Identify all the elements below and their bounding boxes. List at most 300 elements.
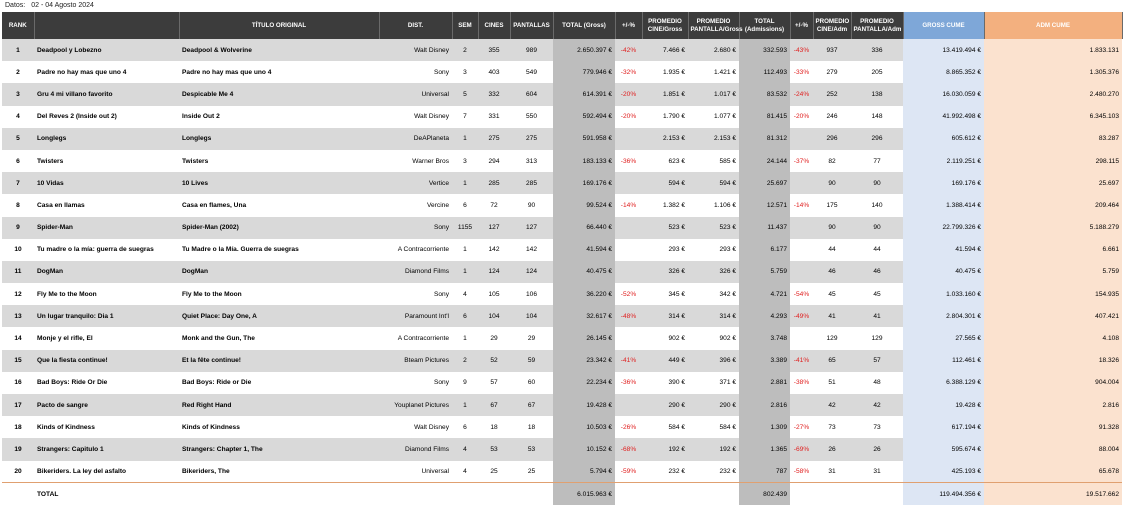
gross-change-cell: -20% [615,83,642,105]
adm-cume-cell: 83.287 [984,128,1122,150]
avg-cinema-gross-cell: 1.935 € [642,61,688,83]
cinemas-cell: 332 [478,83,510,105]
gross-cume-cell: 2.119.251 € [903,150,984,172]
cinemas-cell: 67 [478,394,510,416]
adm-cume-cell: 18.326 [984,350,1122,372]
total-empty [688,483,739,505]
box-office-table [2,12,1123,505]
col-prom-cine-adm: PROMEDIO CINE/Adm [813,12,851,39]
screens-cell: 18 [510,416,553,438]
avg-screen-gross-cell: 232 € [688,461,739,483]
avg-cinema-gross-cell: 623 € [642,150,688,172]
admissions-change-cell: -37% [790,150,813,172]
title-cell: Gru 4 mi villano favorito [34,83,179,105]
cinemas-cell: 29 [478,327,510,349]
total-empty [379,483,452,505]
screens-cell: 604 [510,83,553,105]
col-rank: RANK [2,12,34,39]
distributor-cell: Youplanet Pictures [379,394,452,416]
gross-cume-cell: 41.594 € [903,239,984,261]
total-empty [615,483,642,505]
avg-screen-adm-cell: 129 [851,327,903,349]
rank-cell: 8 [2,194,34,216]
adm-cume-cell: 154.935 [984,283,1122,305]
title-cell: Fly Me to the Moon [34,283,179,305]
distributor-cell: Sony [379,283,452,305]
weeks-cell: 4 [452,438,478,460]
cinemas-cell: 124 [478,261,510,283]
weeks-cell: 1155 [452,217,478,239]
title-cell: Twisters [34,150,179,172]
admissions-change-cell: -54% [790,283,813,305]
rank-cell: 7 [2,172,34,194]
title-cell: Spider-Man [34,217,179,239]
avg-screen-gross-cell: 585 € [688,150,739,172]
cinemas-cell: 72 [478,194,510,216]
avg-cinema-gross-cell: 1.790 € [642,106,688,128]
screens-cell: 25 [510,461,553,483]
gross-change-cell: -42% [615,39,642,61]
rank-cell: 17 [2,394,34,416]
avg-screen-gross-cell: 1.077 € [688,106,739,128]
table-row [2,172,1122,194]
weeks-cell: 1 [452,394,478,416]
avg-cinema-gross-cell: 314 € [642,305,688,327]
table-header-row [2,12,1122,39]
screens-cell: 550 [510,106,553,128]
table-row [2,150,1122,172]
gross-change-cell [615,327,642,349]
avg-screen-adm-cell: 138 [851,83,903,105]
weeks-cell: 4 [452,461,478,483]
screens-cell: 142 [510,239,553,261]
avg-cinema-adm-cell: 937 [813,39,851,61]
weeks-cell: 6 [452,416,478,438]
cinemas-cell: 127 [478,217,510,239]
cinemas-cell: 294 [478,150,510,172]
total-admissions-cell: 2.816 [739,394,790,416]
table-row [2,106,1122,128]
adm-cume-cell: 6.661 [984,239,1122,261]
rank-cell: 18 [2,416,34,438]
total-gross-cell: 10.152 € [553,438,615,460]
avg-cinema-adm-cell: 42 [813,394,851,416]
gross-cume-cell: 1.388.414 € [903,194,984,216]
admissions-change-cell: -14% [790,194,813,216]
weeks-cell: 1 [452,239,478,261]
weeks-cell: 9 [452,372,478,394]
rank-cell: 1 [2,39,34,61]
table-row [2,283,1122,305]
distributor-cell: Universal [379,461,452,483]
rank-cell: 3 [2,83,34,105]
gross-cume-cell: 605.612 € [903,128,984,150]
rank-cell: 13 [2,305,34,327]
admissions-change-cell: -33% [790,61,813,83]
gross-cume-cell: 22.799.326 € [903,217,984,239]
total-gross-cell: 591.958 € [553,128,615,150]
total-gross-cell: 22.234 € [553,372,615,394]
avg-cinema-adm-cell: 252 [813,83,851,105]
admissions-change-cell [790,239,813,261]
avg-cinema-gross-cell: 1.851 € [642,83,688,105]
total-admissions-cell: 3.748 [739,327,790,349]
total-gross-cell: 779.946 € [553,61,615,83]
gross-cume-cell: 112.461 € [903,350,984,372]
gross-change-cell [615,217,642,239]
title-cell: Padre no hay mas que uno 4 [34,61,179,83]
total-admissions-cell: 4.721 [739,283,790,305]
gross-change-cell [615,394,642,416]
rank-cell: 15 [2,350,34,372]
distributor-cell: Vercine [379,194,452,216]
total-row [2,483,1122,505]
gross-change-cell [615,128,642,150]
total-admissions-cell: 6.177 [739,239,790,261]
avg-cinema-gross-cell: 192 € [642,438,688,460]
rank-cell: 16 [2,372,34,394]
rank-cell: 19 [2,438,34,460]
weeks-cell: 6 [452,194,478,216]
gross-change-cell: -32% [615,61,642,83]
distributor-cell: A Contracorriente [379,327,452,349]
table-row [2,372,1122,394]
total-rank-cell [2,483,34,505]
total-gross-cell: 32.617 € [553,305,615,327]
table-body [2,39,1122,505]
original-title-cell: Et la fête continue! [179,350,379,372]
avg-screen-adm-cell: 46 [851,261,903,283]
distributor-cell: Diamond Films [379,261,452,283]
avg-screen-adm-cell: 45 [851,283,903,305]
total-gross-cell: 66.440 € [553,217,615,239]
avg-screen-gross-cell: 396 € [688,350,739,372]
weeks-cell: 1 [452,261,478,283]
total-admissions-cell: 81.312 [739,128,790,150]
total-empty [478,483,510,505]
distributor-cell: Warner Bros [379,150,452,172]
total-gross-cell: 23.342 € [553,350,615,372]
col-prom-pantalla-gross: PROMEDIO PANTALLA/Gross [688,12,739,39]
avg-screen-adm-cell: 44 [851,239,903,261]
total-admissions-cell: 81.415 [739,106,790,128]
avg-cinema-gross-cell: 1.382 € [642,194,688,216]
avg-screen-adm-cell: 77 [851,150,903,172]
table-row [2,416,1122,438]
adm-cume-cell: 6.345.103 [984,106,1122,128]
distributor-cell: A Contracorriente [379,239,452,261]
cinemas-cell: 53 [478,438,510,460]
total-gross-cell: 41.594 € [553,239,615,261]
adm-cume-cell: 904.004 [984,372,1122,394]
admissions-change-cell [790,172,813,194]
title-cell: Longlegs [34,128,179,150]
avg-cinema-adm-cell: 129 [813,327,851,349]
weeks-cell: 2 [452,39,478,61]
avg-screen-gross-cell: 290 € [688,394,739,416]
gross-change-cell: -59% [615,461,642,483]
total-admissions-cell: 12.571 [739,194,790,216]
total-admissions-cell: 332.593 [739,39,790,61]
avg-screen-adm-cell: 42 [851,394,903,416]
table-row [2,394,1122,416]
gross-change-cell: -36% [615,372,642,394]
total-admissions-cell: 3.389 [739,350,790,372]
adm-cume-cell: 407.421 [984,305,1122,327]
total-admissions-cell: 24.144 [739,150,790,172]
col-titulo [34,12,179,39]
table-row [2,261,1122,283]
screens-cell: 313 [510,150,553,172]
table-row [2,217,1122,239]
avg-screen-adm-cell: 57 [851,350,903,372]
avg-cinema-adm-cell: 279 [813,61,851,83]
avg-screen-adm-cell: 41 [851,305,903,327]
avg-cinema-gross-cell: 290 € [642,394,688,416]
avg-screen-adm-cell: 90 [851,172,903,194]
rank-cell: 14 [2,327,34,349]
cinemas-cell: 25 [478,461,510,483]
total-admissions-cell: 83.532 [739,83,790,105]
avg-cinema-gross-cell: 345 € [642,283,688,305]
screens-cell: 90 [510,194,553,216]
weeks-cell: 1 [452,327,478,349]
col-dist: DIST. [379,12,452,39]
rank-cell: 6 [2,150,34,172]
adm-cume-cell: 5.759 [984,261,1122,283]
original-title-cell: DogMan [179,261,379,283]
total-admissions-cell: 11.437 [739,217,790,239]
date-label: Datos: [5,2,26,9]
total-gross-cell: 592.494 € [553,106,615,128]
original-title-cell: Strangers: Chapter 1, The [179,438,379,460]
title-cell: Deadpool y Lobezno [34,39,179,61]
admissions-change-cell: -38% [790,372,813,394]
admissions-change-cell: -49% [790,305,813,327]
avg-cinema-adm-cell: 26 [813,438,851,460]
adm-cume-cell: 209.464 [984,194,1122,216]
title-cell: Bad Boys: Ride Or Die [34,372,179,394]
gross-cume-cell: 1.033.160 € [903,283,984,305]
total-gross-cume-value: 119.494.356 € [903,483,984,505]
avg-screen-gross-cell: 293 € [688,239,739,261]
total-admissions-cell: 25.697 [739,172,790,194]
screens-cell: 106 [510,283,553,305]
avg-screen-adm-cell: 296 [851,128,903,150]
col-titulo-original: TÍTULO ORIGINAL [179,12,379,39]
admissions-change-cell [790,128,813,150]
total-gross-cell: 36.220 € [553,283,615,305]
cinemas-cell: 18 [478,416,510,438]
distributor-cell: Sony [379,61,452,83]
title-cell: Un lugar tranquilo: Dia 1 [34,305,179,327]
avg-cinema-adm-cell: 51 [813,372,851,394]
admissions-change-cell: -20% [790,106,813,128]
total-gross-cell: 614.391 € [553,83,615,105]
weeks-cell: 3 [452,150,478,172]
col-pantallas: PANTALLAS [510,12,553,39]
col-var-gross: +/-% [615,12,642,39]
avg-screen-gross-cell: 1.421 € [688,61,739,83]
title-cell: 10 Vidas [34,172,179,194]
avg-screen-gross-cell: 594 € [688,172,739,194]
distributor-cell: Walt Disney [379,106,452,128]
screens-cell: 59 [510,350,553,372]
total-gross-cell: 26.145 € [553,327,615,349]
adm-cume-cell: 2.480.270 [984,83,1122,105]
gross-change-cell: -26% [615,416,642,438]
avg-cinema-adm-cell: 73 [813,416,851,438]
avg-screen-adm-cell: 48 [851,372,903,394]
title-cell: Monje y el rifle, El [34,327,179,349]
original-title-cell: Spider-Man (2002) [179,217,379,239]
avg-screen-adm-cell: 140 [851,194,903,216]
rank-cell: 5 [2,128,34,150]
title-cell: Que la fiesta continue! [34,350,179,372]
total-gross-cell: 99.524 € [553,194,615,216]
avg-cinema-adm-cell: 31 [813,461,851,483]
original-title-cell: Kinds of Kindness [179,416,379,438]
avg-cinema-gross-cell: 390 € [642,372,688,394]
admissions-change-cell [790,394,813,416]
original-title-cell: 10 Lives [179,172,379,194]
avg-cinema-gross-cell: 523 € [642,217,688,239]
table-row [2,305,1122,327]
adm-cume-cell: 25.697 [984,172,1122,194]
title-cell: Kinds of Kindness [34,416,179,438]
title-cell: Casa en llamas [34,194,179,216]
avg-cinema-adm-cell: 82 [813,150,851,172]
weeks-cell: 1 [452,128,478,150]
gross-change-cell: -68% [615,438,642,460]
avg-screen-adm-cell: 148 [851,106,903,128]
gross-change-cell: -48% [615,305,642,327]
total-adm-cume-value: 19.517.662 [984,483,1122,505]
avg-screen-gross-cell: 192 € [688,438,739,460]
avg-screen-gross-cell: 342 € [688,283,739,305]
adm-cume-cell: 88.004 [984,438,1122,460]
screens-cell: 60 [510,372,553,394]
total-admissions-value: 802.439 [739,483,790,505]
table-row [2,438,1122,460]
avg-screen-gross-cell: 584 € [688,416,739,438]
weeks-cell: 5 [452,83,478,105]
distributor-cell: Walt Disney [379,39,452,61]
avg-cinema-adm-cell: 246 [813,106,851,128]
col-adm-cume: ADM CUME [984,12,1122,39]
screens-cell: 53 [510,438,553,460]
cinemas-cell: 105 [478,283,510,305]
col-var-adm: +/-% [790,12,813,39]
avg-screen-gross-cell: 2.680 € [688,39,739,61]
avg-cinema-adm-cell: 175 [813,194,851,216]
total-admissions-cell: 112.493 [739,61,790,83]
cinemas-cell: 57 [478,372,510,394]
total-gross-cell: 19.428 € [553,394,615,416]
screens-cell: 67 [510,394,553,416]
adm-cume-cell: 2.816 [984,394,1122,416]
screens-cell: 549 [510,61,553,83]
total-gross-cell: 5.794 € [553,461,615,483]
gross-cume-cell: 41.992.498 € [903,106,984,128]
admissions-change-cell: -24% [790,83,813,105]
distributor-cell: Paramount Int'l [379,305,452,327]
total-empty [813,483,851,505]
cinemas-cell: 355 [478,39,510,61]
original-title-cell: Longlegs [179,128,379,150]
screens-cell: 124 [510,261,553,283]
original-title-cell: Padre no hay mas que uno 4 [179,61,379,83]
total-empty [851,483,903,505]
avg-screen-gross-cell: 902 € [688,327,739,349]
adm-cume-cell: 298.115 [984,150,1122,172]
gross-change-cell [615,261,642,283]
gross-cume-cell: 16.030.059 € [903,83,984,105]
rank-cell: 4 [2,106,34,128]
avg-screen-adm-cell: 26 [851,438,903,460]
avg-cinema-adm-cell: 65 [813,350,851,372]
title-cell: Del Reves 2 (Inside out 2) [34,106,179,128]
admissions-change-cell: -43% [790,39,813,61]
total-admissions-cell: 1.365 [739,438,790,460]
gross-change-cell: -14% [615,194,642,216]
avg-screen-adm-cell: 31 [851,461,903,483]
total-gross-cell: 169.176 € [553,172,615,194]
cinemas-cell: 104 [478,305,510,327]
distributor-cell: Sony [379,217,452,239]
table-row [2,61,1122,83]
total-label: TOTAL [34,483,179,505]
distributor-cell: Bteam Pictures [379,350,452,372]
gross-cume-cell: 8.865.352 € [903,61,984,83]
admissions-change-cell: -27% [790,416,813,438]
gross-cume-cell: 27.565 € [903,327,984,349]
avg-cinema-adm-cell: 296 [813,128,851,150]
avg-screen-gross-cell: 1.106 € [688,194,739,216]
weeks-cell: 4 [452,283,478,305]
gross-change-cell [615,239,642,261]
distributor-cell: Sony [379,372,452,394]
title-cell: Strangers: Capitulo 1 [34,438,179,460]
original-title-cell: Twisters [179,150,379,172]
weeks-cell: 6 [452,305,478,327]
original-title-cell: Bikeriders, The [179,461,379,483]
original-title-cell: Despicable Me 4 [179,83,379,105]
original-title-cell: Inside Out 2 [179,106,379,128]
adm-cume-cell: 1.305.376 [984,61,1122,83]
admissions-change-cell: -41% [790,350,813,372]
avg-cinema-gross-cell: 7.466 € [642,39,688,61]
adm-cume-cell: 5.188.279 [984,217,1122,239]
gross-change-cell: -36% [615,150,642,172]
cinemas-cell: 285 [478,172,510,194]
rank-cell: 2 [2,61,34,83]
screens-cell: 29 [510,327,553,349]
avg-cinema-adm-cell: 44 [813,239,851,261]
total-admissions-cell: 4.293 [739,305,790,327]
gross-cume-cell: 19.428 € [903,394,984,416]
table-row [2,327,1122,349]
avg-screen-adm-cell: 336 [851,39,903,61]
title-cell: Bikeriders. La ley del asfalto [34,461,179,483]
adm-cume-cell: 4.108 [984,327,1122,349]
col-gross-cume: GROSS CUME [903,12,984,39]
table-row [2,39,1122,61]
avg-cinema-adm-cell: 46 [813,261,851,283]
total-admissions-cell: 5.759 [739,261,790,283]
screens-cell: 104 [510,305,553,327]
avg-cinema-gross-cell: 449 € [642,350,688,372]
